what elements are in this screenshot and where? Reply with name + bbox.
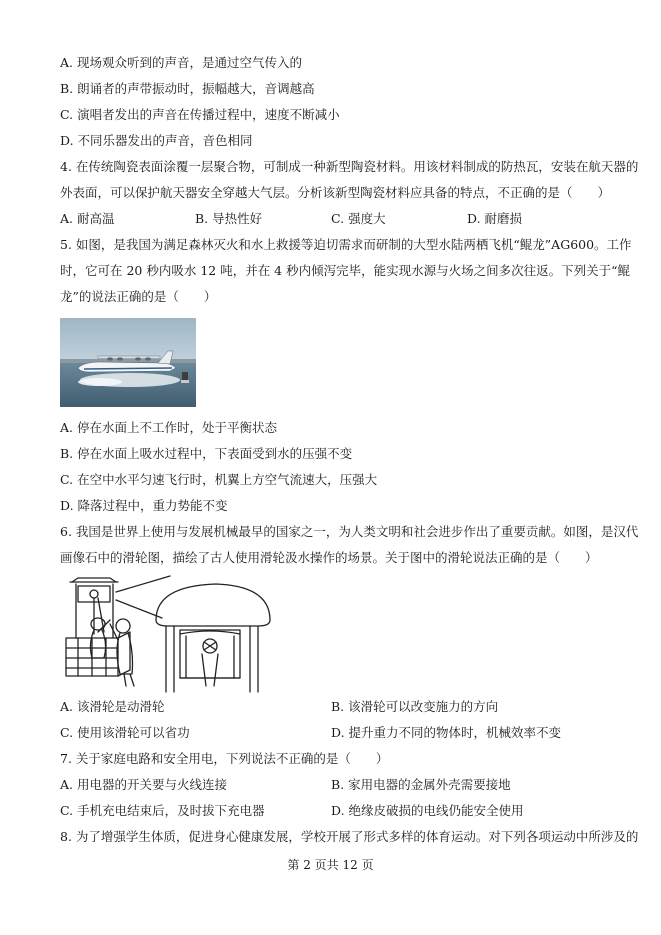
q6-stem-line-1: 6. 我国是世界上使用与发展机械最早的国家之一，为人类文明和社会进步作出了重要贡献。如图，是汉代 (60, 524, 639, 539)
q4-option-b: B. 导热性好 (195, 211, 263, 226)
q5-option-b: B. 停在水面上吸水过程中，下表面受到水的压强不变 (60, 446, 353, 461)
q4-option-d: D. 耐磨损 (467, 211, 523, 226)
q5-stem-line-3: 龙”的说法正确的是（ ） (60, 289, 217, 304)
q4-stem-line-1: 4. 在传统陶瓷表面涂覆一层聚合物，可制成一种新型陶瓷材料。用该材料制成的防热瓦，安装在航天器的 (60, 159, 639, 174)
q7-option-b: B. 家用电器的金属外壳需要接地 (331, 777, 511, 792)
q5-stem-line-2: 时，它可在 20 秒内吸水 12 吨，并在 4 秒内倾泻完毕，能实现水源与火场之间多次往返。下列关于“鲲 (60, 263, 630, 278)
q6-option-b: B. 该滑轮可以改变施力的方向 (331, 699, 499, 714)
q5-option-a: A. 停在水面上不工作时，处于平衡状态 (60, 420, 277, 435)
q3-option-c: C. 演唱者发出的声音在传播过程中，速度不断减小 (60, 107, 340, 122)
q3-option-b: B. 朗诵者的声带振动时，振幅越大，音调越高 (60, 81, 315, 96)
q4-option-c: C. 强度大 (331, 211, 386, 226)
q4-stem-line-2: 外表面，可以保护航天器安全穿越大气层。分析该新型陶瓷材料应具备的特点，不正确的是（ ） (60, 185, 611, 200)
seaplane-photo (60, 318, 196, 407)
q6-option-c: C. 使用该滑轮可以省功 (60, 725, 190, 740)
q7-option-c: C. 手机充电结束后，及时拔下充电器 (60, 803, 265, 818)
q5-stem-line-1: 5. 如图，是我国为满足森林灭火和水上救援等迫切需求而研制的大型水陆两栖飞机“鲲龙”AG600。工作 (60, 237, 632, 252)
q4-option-a: A. 耐高温 (60, 211, 115, 226)
q7-option-d: D. 绝缘皮破损的电线仍能安全使用 (331, 803, 524, 818)
q6-option-a: A. 该滑轮是动滑轮 (60, 699, 165, 714)
q7-option-a: A. 用电器的开关要与火线连接 (60, 777, 227, 792)
q5-option-d: D. 降落过程中，重力势能不变 (60, 498, 228, 513)
q8-stem: 8. 为了增强学生体质，促进身心健康发展，学校开展了形式多样的体育运动。对下列各项运动中所涉及的 (60, 829, 639, 844)
q3-option-d: D. 不同乐器发出的声音，音色相同 (60, 133, 253, 148)
page-number-footer: 第 2 页共 12 页 (287, 858, 374, 872)
q7-stem: 7. 关于家庭电路和安全用电，下列说法不正确的是（ ） (60, 751, 389, 766)
pulley-illustration (58, 574, 273, 694)
q5-option-c: C. 在空中水平匀速飞行时，机翼上方空气流速大，压强大 (60, 472, 378, 487)
q6-option-d: D. 提升重力不同的物体时，机械效率不变 (331, 725, 562, 740)
q3-option-a: A. 现场观众听到的声音，是通过空气传入的 (60, 55, 302, 70)
q6-stem-line-2: 画像石中的滑轮图，描绘了古人使用滑轮汲水操作的场景。关于图中的滑轮说法正确的是（ ） (60, 550, 598, 565)
